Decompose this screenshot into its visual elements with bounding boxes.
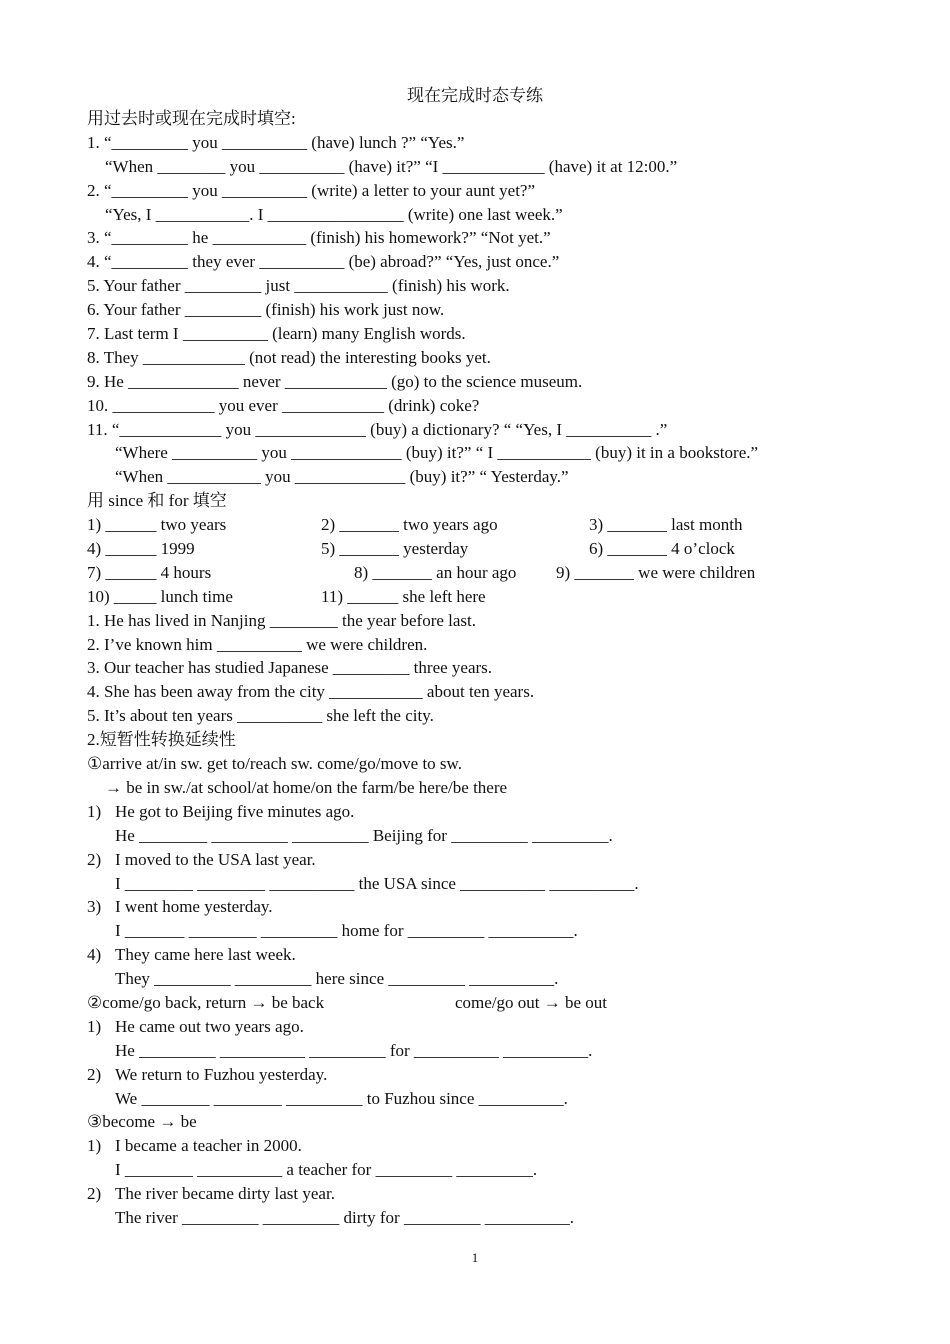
item-blank-line: I _______ ________ _________ home for _________ __________. [115,921,578,941]
since-for-grid-row [87,537,917,561]
section-heading-since-for: 用 since 和 for 填空 [87,491,227,511]
item-number: 4) [87,945,102,965]
rule-line: → be in sw./at school/at home/on the farm/be here/be there [105,777,508,797]
item-sentence: We return to Fuzhou yesterday. [115,1064,328,1084]
exercise-line: 5. It’s about ten years __________ she left the city. [87,706,434,726]
exercise-line: 4. She has been away from the city ___________ about ten years. [87,682,535,702]
item-number: 1) [87,1016,102,1036]
item-number: 2) [87,849,102,869]
rule-line [87,991,917,1015]
item-blank-line: They _________ _________ here since _________ __________. [115,969,559,989]
item-number: 2) [87,1064,102,1084]
rule-part: come/go out → be out [455,992,608,1012]
exercise-line: 10. ____________ you ever ____________ (drink) coke? [87,395,480,415]
since-for-grid-row [87,513,917,537]
item-blank-line: He ________ _________ _________ Beijing for _________ _________. [115,825,613,845]
conversion-item [87,1015,917,1039]
item-blank-line: We ________ ________ _________ to Fuzhou since __________. [115,1088,568,1108]
page-number: 1 [471,1250,479,1265]
item-sentence: I moved to the USA last year. [115,849,316,869]
item-blank-line: I ________ ________ __________ the USA since __________ __________. [115,873,639,893]
item-number: 2) [87,1184,102,1204]
since-for-grid-row [87,585,917,609]
section-heading-conversion: 2.短暂性转换延续性 [87,730,236,750]
grid-cell: 3) _______ last month [589,515,743,535]
exercise-line: 1. “_________ you __________ (have) lunch ?” “Yes.” [87,132,465,152]
grid-cell: 7) ______ 4 hours [87,562,212,582]
exercise-line: “When ___________ you _____________ (buy) it?” “ Yesterday.” [115,467,569,487]
grid-cell: 6) _______ 4 o’clock [589,539,735,559]
page-title: 现在完成时态专练 [407,86,543,105]
exercise-line: 11. “____________ you _____________ (buy) a dictionary? “ “Yes, I __________ .” [87,419,668,439]
item-number: 1) [87,1136,102,1156]
item-sentence: The river became dirty last year. [115,1184,335,1204]
item-number: 1) [87,801,102,821]
exercise-line: 8. They ____________ (not read) the interesting books yet. [87,347,491,367]
exercise-line: “Yes, I ___________. I ________________ (write) one last week.” [105,204,563,224]
exercise-line: 2. I’ve known him __________ we were children. [87,634,428,654]
exercise-line: 3. “_________ he ___________ (finish) his homework?” “Not yet.” [87,228,551,248]
rule-line: ①arrive at/in sw. get to/reach sw. come/go/move to sw. [87,754,462,774]
section-heading-tense: 用过去时或现在完成时填空: [87,109,296,128]
item-sentence: I became a teacher in 2000. [115,1136,302,1156]
conversion-item [87,1063,917,1087]
grid-cell: 10) _____ lunch time [87,586,233,606]
grid-cell: 8) _______ an hour ago [354,562,517,582]
item-sentence: He came out two years ago. [115,1016,304,1036]
exercise-line: 2. “_________ you __________ (write) a letter to your aunt yet?” [87,180,536,200]
conversion-item [87,1182,917,1206]
conversion-item [87,800,917,824]
grid-cell: 9) _______ we were children [556,562,756,582]
rule-part: ②come/go back, return → be back [87,992,325,1012]
conversion-item [87,848,917,872]
grid-cell: 2) _______ two years ago [321,515,498,535]
rule-line: ③become → be [87,1112,197,1132]
conversion-item [87,895,917,919]
exercise-line: 6. Your father _________ (finish) his work just now. [87,300,445,320]
item-sentence: He got to Beijing five minutes ago. [115,801,355,821]
item-number: 3) [87,897,102,917]
item-blank-line: The river _________ _________ dirty for _________ __________. [115,1207,574,1227]
grid-cell: 5) _______ yesterday [321,539,469,559]
exercise-line: 1. He has lived in Nanjing ________ the year before last. [87,610,477,630]
exercise-line: 7. Last term I __________ (learn) many English words. [87,324,466,344]
exercise-line: 4. “_________ they ever __________ (be) abroad?” “Yes, just once.” [87,252,560,272]
conversion-item [87,943,917,967]
grid-cell: 1) ______ two years [87,515,227,535]
item-blank-line: I ________ __________ a teacher for _________ _________. [115,1160,538,1180]
item-sentence: I went home yesterday. [115,897,273,917]
worksheet-body [87,107,917,1230]
item-sentence: They came here last week. [115,945,296,965]
since-for-grid-row [87,561,917,585]
exercise-line: 5. Your father _________ just ___________ (finish) his work. [87,276,510,296]
exercise-line: “When ________ you __________ (have) it?” “I ____________ (have) it at 12:00.” [105,156,678,176]
exercise-line: 3. Our teacher has studied Japanese _________ three years. [87,658,493,678]
grid-cell: 11) ______ she left here [321,586,486,606]
item-blank-line: He _________ __________ _________ for __________ __________. [115,1040,593,1060]
conversion-item [87,1134,917,1158]
exercise-line: “Where __________ you _____________ (buy) it?” “ I ___________ (buy) it in a bookstore.” [115,443,759,463]
grid-cell: 4) ______ 1999 [87,539,195,559]
exercise-line: 9. He _____________ never ____________ (go) to the science museum. [87,371,583,391]
